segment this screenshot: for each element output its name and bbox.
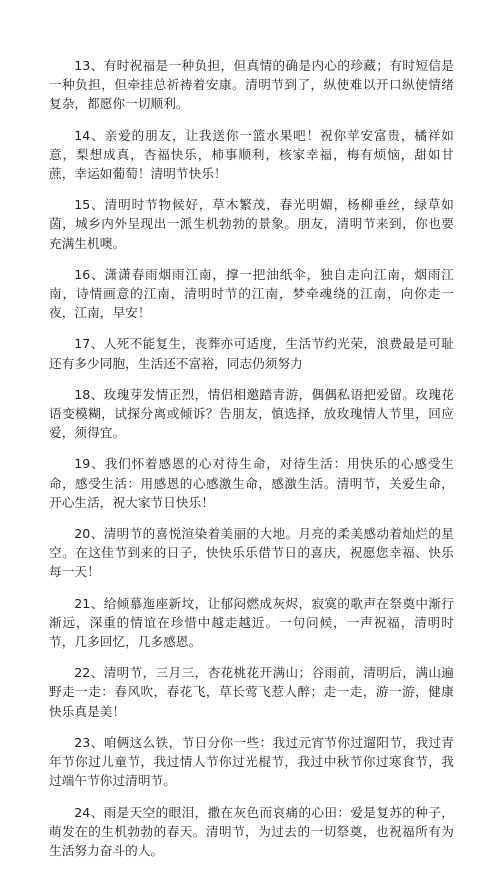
paragraph-13: 13、有时祝福是一种负担，但真情的确是内心的珍藏；有时短信是一种负担，但牵挂总祈祷着安康。清明节到了，纵使难以开口纵使情绪复杂，都愿你一切顺利。	[49, 58, 454, 112]
paragraph-14: 14、亲爱的朋友，让我送你一篮水果吧！祝你苹安富贵，橘祥如意，梨想成真，杏福快乐，柿事顺利，核家幸福，梅有烦恼，甜如甘蔗，幸运如葡萄！清明节快乐！	[49, 127, 454, 182]
paragraph-20: 20、清明节的喜悦渲染着美丽的大地。月亮的柔美感动着灿烂的星空。在这佳节到来的日子，快快乐乐借节日的喜庆，祝愿您幸福、快乐每一天！	[49, 526, 454, 580]
paragraph-19: 19、我们怀着感恩的心对待生命，对待生活：用快乐的心感受生命，感受生活：用感恩的心感激生命，感激生活。清明节，关爱生命，开心生活，祝大家节日快乐！	[49, 456, 454, 510]
paragraph-23: 23、咱俩这么铁，节日分你一些：我过元宵节你过遛阳节，我过青年节你过儿童节，我过情人节你过光棍节，我过中秋节你过寒食节，我过端午节你过清明节。	[49, 734, 454, 789]
paragraph-24: 24、雨是天空的眼泪，撒在灰色而哀痛的心田：爱是复苏的种子，萌发在的生机勃勃的春天。清明节，为过去的一切祭奠，也祝福所有为生活努力奋斗的人。	[49, 804, 454, 858]
paragraph-22: 22、清明节，三月三，杏花桃花开满山；谷雨前，清明后，满山遍野走一走：春风吹，春花飞，草长莺飞惹人醉；走一走，游一游，健康快乐真是美！	[49, 665, 454, 719]
article-body	[49, 56, 454, 872]
paragraph-15: 15、清明时节物候好，草木繁茂，春光明媚，杨柳垂丝，绿草如茵，城乡内外呈现出一派生机勃勃的景象。朋友，清明节来到，你也要充满生机噢。	[49, 197, 454, 251]
paragraph-21: 21、给倾慕迤座新坟，让郁闷燃成灰烬，寂寞的歌声在祭奠中渐行渐远，深重的情谊在珍惜中越走越近。一句问候，一声祝福，清明时节，几多回忆，几多感恩。	[49, 595, 454, 650]
paragraph-16: 16、潇潇春雨烟雨江南，撑一把油纸伞，独自走向江南，烟雨江南，诗情画意的江南，清明时节的江南，梦牵魂绕的江南，向你走一夜，江南，早安！	[49, 266, 454, 321]
paragraph-18: 18、玫瑰芽发情正烈，情侣相邀踏青游，偶偶私语把爱留。玫瑰花语变模糊，试探分离或倾诉？告朋友，慎选择，放玫瑰情人节里，回应爱，须得宜。	[49, 386, 454, 441]
paragraph-17: 17、人死不能复生，丧葬亦可适度，生活节约光荣，浪费最是可耻还有多少同胞，生活还不富裕，同志仍须努力	[49, 336, 454, 371]
